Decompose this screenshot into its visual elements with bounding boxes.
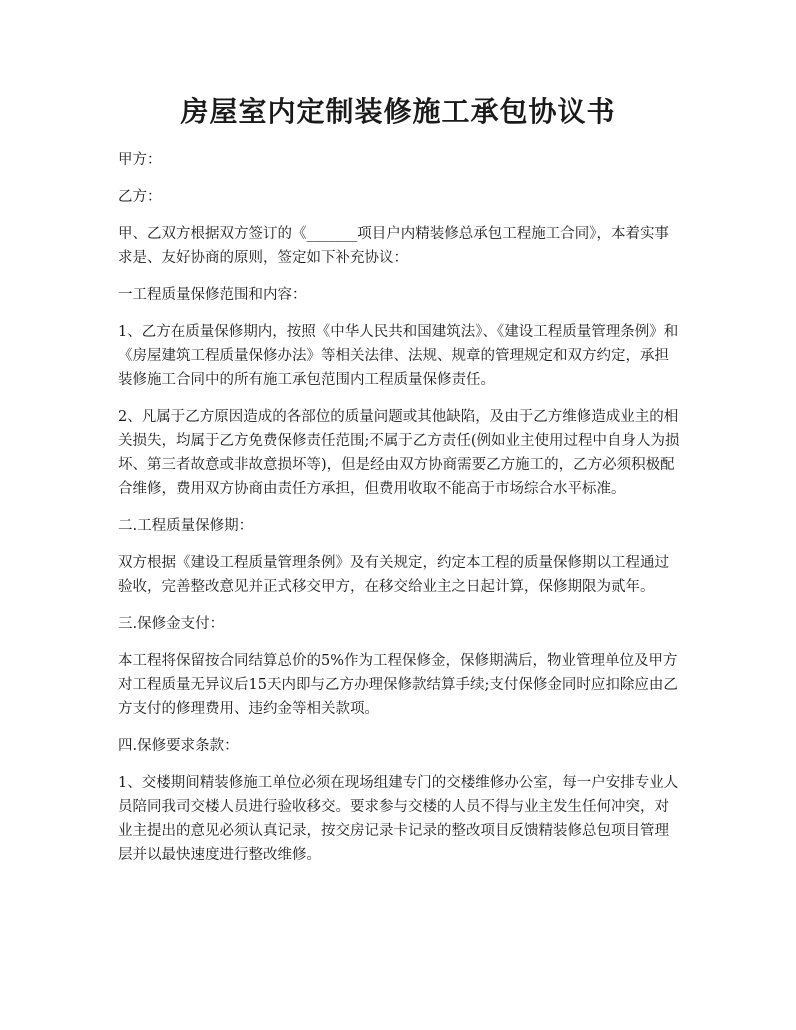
section-heading-1: 一工程质量保修范围和内容： [118,287,307,303]
section-1-clause-1: 1、乙方在质量保修期内，按照《中华人民共和国建筑法》、《建设工程质量管理条例》和《房屋建筑工程质量保修办法》等相关法律、法规、规章的管理规定和双方约定，承担装修施工合同中的所有施工承包范围内工程质量保修责任。 [118,324,679,388]
section-heading-2: 二.工程质量保修期： [118,518,254,534]
section-heading-4: 四.保修要求条款： [118,738,239,754]
intro-paragraph: 甲、乙双方根据双方签订的《_______项目户内精装修总承包工程施工合同》，本着实事求是、友好协商的原则，签定如下补充协议： [118,226,669,266]
document-body [118,148,680,880]
party-a-line: 甲方： [118,152,162,168]
document-title: 房屋室内定制装修施工承包协议书 [180,95,616,128]
section-4-clause-1: 1、交楼期间精装修施工单位必须在现场组建专门的交楼维修办公室，每一户安排专业人员陪同我司交楼人员进行验收移交。要求参与交楼的人员不得与业主发生任何冲突，对业主提出的意见必须认真记录，按交房记录卡记录的整改项目反馈精装修总包项目管理层并以最快速度进行整改维修。 [118,775,679,863]
section-2-paragraph: 双方根据《建设工程质量管理条例》及有关规定，约定本工程的质量保修期以工程通过验收，完善整改意见并正式移交甲方，在移交给业主之日起计算，保修期限为贰年。 [118,555,669,595]
section-3-paragraph: 本工程将保留按合同结算总价的5%作为工程保修金，保修期满后，物业管理单位及甲方对工程质量无异议后15天内即与乙方办理保修款结算手续;支付保修金同时应扣除应由乙方支付的修理费用、违约金等相关款项。 [118,653,678,717]
party-b-line: 乙方： [118,189,162,205]
section-1-clause-2: 2、凡属于乙方原因造成的各部位的质量问题或其他缺陷，及由于乙方维修造成业主的相关损失，均属于乙方免费保修责任范围;不属于乙方责任(例如业主使用过程中自身人为损坏、第三者故意或非故意损坏等)，但是经由双方协商需要乙方施工的，乙方必须积极配合维修，费用双方协商由责任方承担，但费用收取不能高于市场综合水平标准。 [118,409,680,497]
section-heading-3: 三.保修金支付： [118,616,225,632]
